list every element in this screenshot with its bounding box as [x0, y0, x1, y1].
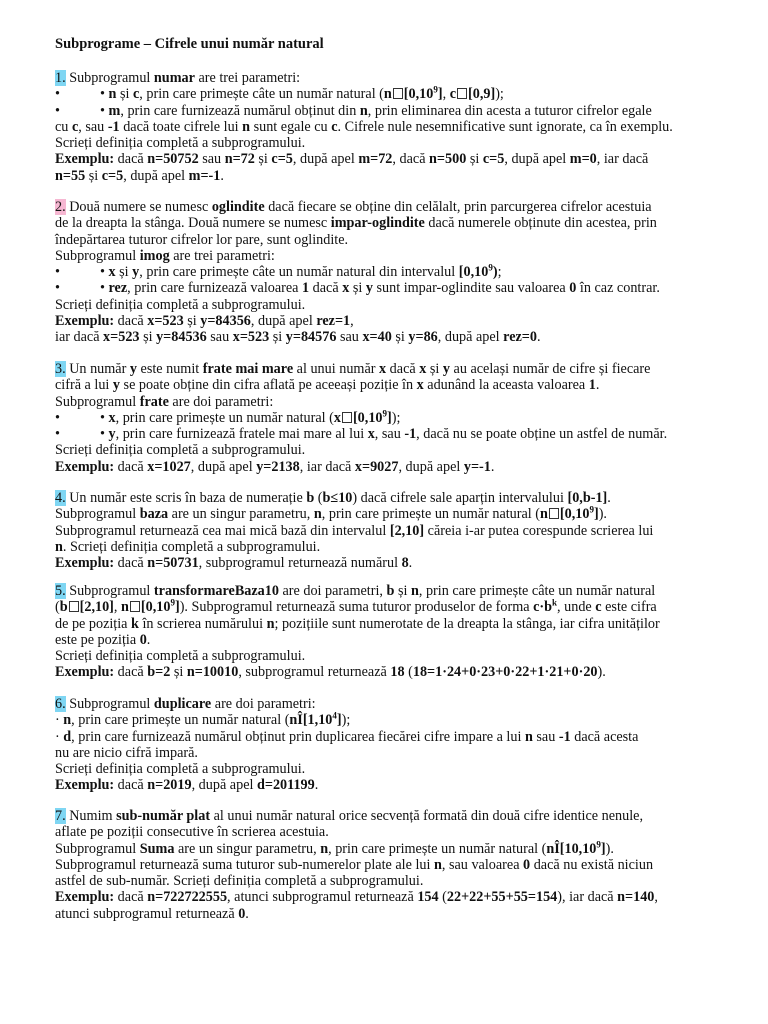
problem-7 [55, 808, 715, 922]
example-line: Exemplu: dacă n=722722555, atunci subprogramul returnează 154 (22+22+55+55=154), iar dacă n=140, [55, 889, 658, 906]
problem-number: 6. [55, 696, 66, 712]
missing-glyph-icon [393, 88, 403, 99]
problem-number: 3. [55, 361, 66, 377]
text-line: 3. Un număr y este numit frate mai mare al unui număr x dacă x și y au același număr de cifre și fiecare [55, 361, 651, 377]
task-text: Scrieți definiția completă a subprogramului. [55, 442, 306, 459]
text-line: Subprogramul baza are un singur parametru, n, prin care primește un număr natural (n [0,10$^9$]). [55, 504, 607, 523]
problem-1-intro: 1. Subprogramul numar are trei parametri: [55, 70, 301, 86]
problem-6 [55, 696, 715, 794]
list-item: · n, prin care primește un număr natural (nÎ[1,10$^4$]); [55, 710, 351, 729]
example-line: iar dacă x=523 și y=84536 sau x=523 și y=84576 sau x=40 și y=86, după apel rez=0. [55, 329, 541, 346]
text-line: de la dreapta la stânga. Două numere se numesc impar-oglindite dacă numerele obținute din acestea, prin [55, 215, 657, 232]
text-line: aflate pe poziții consecutive în scrierea acestuia. [55, 824, 329, 841]
list-item: • • x, prin care primește un număr natural (x [0,10$^9$]); [55, 408, 401, 426]
missing-glyph-icon [549, 508, 559, 519]
list-item: • • rez, prin care furnizează valoarea 1 dacă x și y sunt impar-oglindite sau valoarea 0 în caz contrar. [55, 280, 660, 297]
text-line: 5. Subprogramul transformareBaza10 are doi parametri, b și n, prin care primește câte un număr natural [55, 583, 656, 599]
missing-glyph-icon [69, 601, 79, 612]
task-text: Scrieți definiția completă a subprogramului. [55, 135, 306, 152]
text-line: cu c, sau -1 dacă toate cifrele lui n sunt egale cu c. Cifrele nule nesemnificative sunt ignorate, ca în exemplu. [55, 118, 673, 135]
text-line: Subprogramul imog are trei parametri: [55, 247, 275, 264]
missing-glyph-icon [342, 412, 352, 423]
list-item: • • y, prin care furnizează fratele mai mare al lui x, sau -1, dacă nu se poate obține un astfel de număr. [55, 426, 668, 443]
list-item: · d, prin care furnizează numărul obținut prin duplicarea fiecărei cifre impare a lui n sau -1 dacă acesta [55, 728, 639, 745]
text-line: n. Scrieți definiția completă a subprogramului. [55, 538, 321, 555]
text-line: (b [2,10], n [0,10$^9$]). Subprogramul returnează suma tuturor produselor de forma $c\cdot b^k$, unde c este cifra [55, 597, 657, 616]
example-line: atunci subprogramul returnează 0. [55, 905, 249, 922]
example-line: Exemplu: dacă x=523 și y=84356, după apel rez=1, [55, 313, 354, 330]
missing-glyph-icon [130, 601, 140, 612]
text-line: îndepărtarea tuturor cifrelor lor pare, sunt oglindite. [55, 231, 349, 248]
task-text: Scrieți definiția completă a subprogramului. [55, 761, 306, 778]
text-line: este pe poziția 0. [55, 631, 151, 648]
example-line: Exemplu: dacă x=1027, după apel y=2138, iar dacă x=9027, după apel y=-1. [55, 458, 495, 475]
text-line: Subprogramul returnează cea mai mică bază din intervalul [2,10] căreia i-ar putea corespunde scrierea lui [55, 522, 654, 539]
text-line: nu are nicio cifră impară. [55, 744, 198, 761]
document-title: Subprograme – Cifrele unui număr natural [55, 36, 324, 52]
example-line: Exemplu: dacă n=50752 sau n=72 și c=5, după apel m=72, dacă n=500 și c=5, după apel m=0, iar dacă [55, 151, 649, 168]
example-line: Exemplu: dacă n=50731, subprogramul returnează numărul 8. [55, 555, 413, 572]
text-line: astfel de sub-număr. Scrieți definiția completă a subprogramului. [55, 873, 424, 890]
example-line: Exemplu: dacă b=2 și n=10010, subprogramul returnează 18 (18=1·24+0·23+0·22+1·21+0·20). [55, 664, 606, 681]
problem-5 [55, 583, 715, 681]
list-item: • • n și c, prin care primește câte un număr natural (n [0,10$^9$], c [0,9]); [55, 84, 504, 103]
list-item: • • m, prin care furnizează numărul obținut din n, prin eliminarea din acesta a tuturor cifrelor egale [55, 102, 652, 119]
text-line: Subprogramul Suma are un singur parametru, n, prin care primește un număr natural (nÎ[10,10$^9$]). [55, 838, 614, 857]
problem-number: 2. [55, 199, 66, 215]
problem-2 [55, 199, 715, 346]
problem-number: 5. [55, 583, 66, 599]
text-line: cifră a lui y se poate obține din cifra aflată pe aceeași poziție în x adunând la aceasta valoarea 1. [55, 377, 600, 394]
text-line: de pe poziția k în scrierea numărului n; pozițiile sunt numerotate de la dreapta la stânga, iar cifra unităților [55, 615, 660, 632]
problem-number: 4. [55, 490, 66, 506]
text-line: Subprogramul frate are doi parametri: [55, 393, 274, 410]
text-line: 7. Numim sub-număr plat al unui număr natural orice secvență formată din două cifre identice nenule, [55, 808, 643, 824]
example-line: n=55 și c=5, după apel m=-1. [55, 167, 224, 184]
text-line: Subprogramul returnează suma tuturor sub-numerelor plate ale lui n, sau valoarea 0 dacă nu există niciun [55, 856, 654, 873]
text-line: 6. Subprogramul duplicare are doi parametri: [55, 696, 316, 712]
problem-number: 1. [55, 70, 66, 86]
missing-glyph-icon [457, 88, 467, 99]
list-item: • • x și y, prin care primește câte un număr natural din intervalul [0,10$^9$); [55, 262, 502, 281]
text-line: 4. Un număr este scris în baza de numerație b (b≤10) dacă cifrele sale aparțin intervalului [0,b-1]. [55, 490, 611, 506]
text-line: 2. Două numere se numesc oglindite dacă fiecare se obține din celălalt, prin parcurgerea cifrelor acestuia [55, 199, 652, 215]
task-text: Scrieți definiția completă a subprogramului. [55, 648, 306, 665]
problem-1 [55, 70, 715, 184]
problem-4 [55, 490, 715, 571]
task-text: Scrieți definiția completă a subprogramului. [55, 296, 306, 313]
problem-number: 7. [55, 808, 66, 824]
problem-3 [55, 361, 715, 475]
example-line: Exemplu: dacă n=2019, după apel d=201199. [55, 777, 319, 794]
